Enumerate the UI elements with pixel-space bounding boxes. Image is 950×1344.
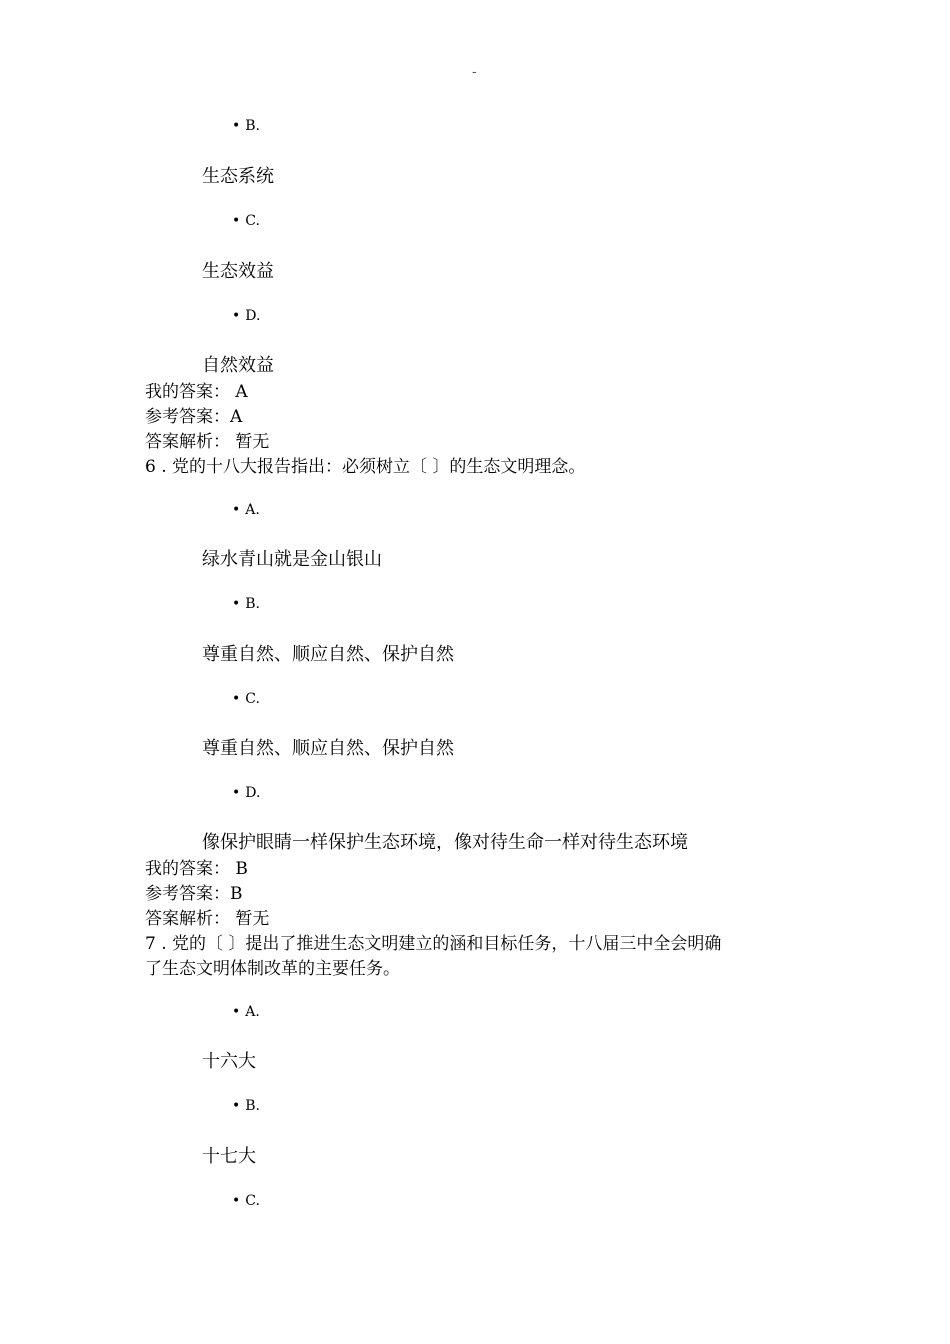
answer-analysis: 答案解析： 暂无 bbox=[145, 432, 270, 452]
my-answer: 我的答案： B bbox=[145, 859, 248, 879]
option-text-c: 生态效益 bbox=[202, 261, 274, 282]
option-label-c: • C. bbox=[232, 691, 260, 707]
option-text-d: 自然效益 bbox=[202, 355, 274, 376]
page-header-mark: - bbox=[472, 64, 477, 80]
option-label-c: • C. bbox=[232, 1193, 260, 1209]
answer-analysis: 答案解析： 暂无 bbox=[145, 909, 270, 929]
option-text-c: 尊重自然、顺应自然、保护自然 bbox=[202, 738, 454, 759]
option-label-b: • B. bbox=[232, 596, 261, 612]
option-label-d: • D. bbox=[232, 785, 261, 801]
option-label-a: • A. bbox=[232, 502, 260, 518]
option-text-b: 尊重自然、顺应自然、保护自然 bbox=[202, 644, 454, 665]
question-7-stem-line1: 7 . 党的〔 〕提出了推进生态文明建立的涵和目标任务，十八届三中全会明确 bbox=[145, 934, 722, 954]
option-label-a: • A. bbox=[232, 1004, 260, 1020]
option-text-a: 十六大 bbox=[202, 1051, 256, 1072]
option-label-c: • C. bbox=[232, 213, 260, 229]
question-7-stem-line2: 了生态文明体制改革的主要任务。 bbox=[145, 959, 400, 979]
option-label-d: • D. bbox=[232, 308, 261, 324]
option-label-b: • B. bbox=[232, 118, 261, 134]
option-label-b: • B. bbox=[232, 1098, 261, 1114]
my-answer: 我的答案： A bbox=[145, 382, 248, 402]
question-6-stem: 6 . 党的十八大报告指出：必须树立〔 〕的生态文明理念。 bbox=[145, 457, 586, 477]
option-text-a: 绿水青山就是金山银山 bbox=[202, 549, 382, 570]
option-text-b: 十七大 bbox=[202, 1146, 256, 1167]
reference-answer: 参考答案：B bbox=[145, 884, 243, 904]
option-text-b: 生态系统 bbox=[202, 166, 274, 187]
option-text-d: 像保护眼睛一样保护生态环境，像对待生命一样对待生态环境 bbox=[202, 832, 688, 853]
reference-answer: 参考答案：A bbox=[145, 407, 243, 427]
